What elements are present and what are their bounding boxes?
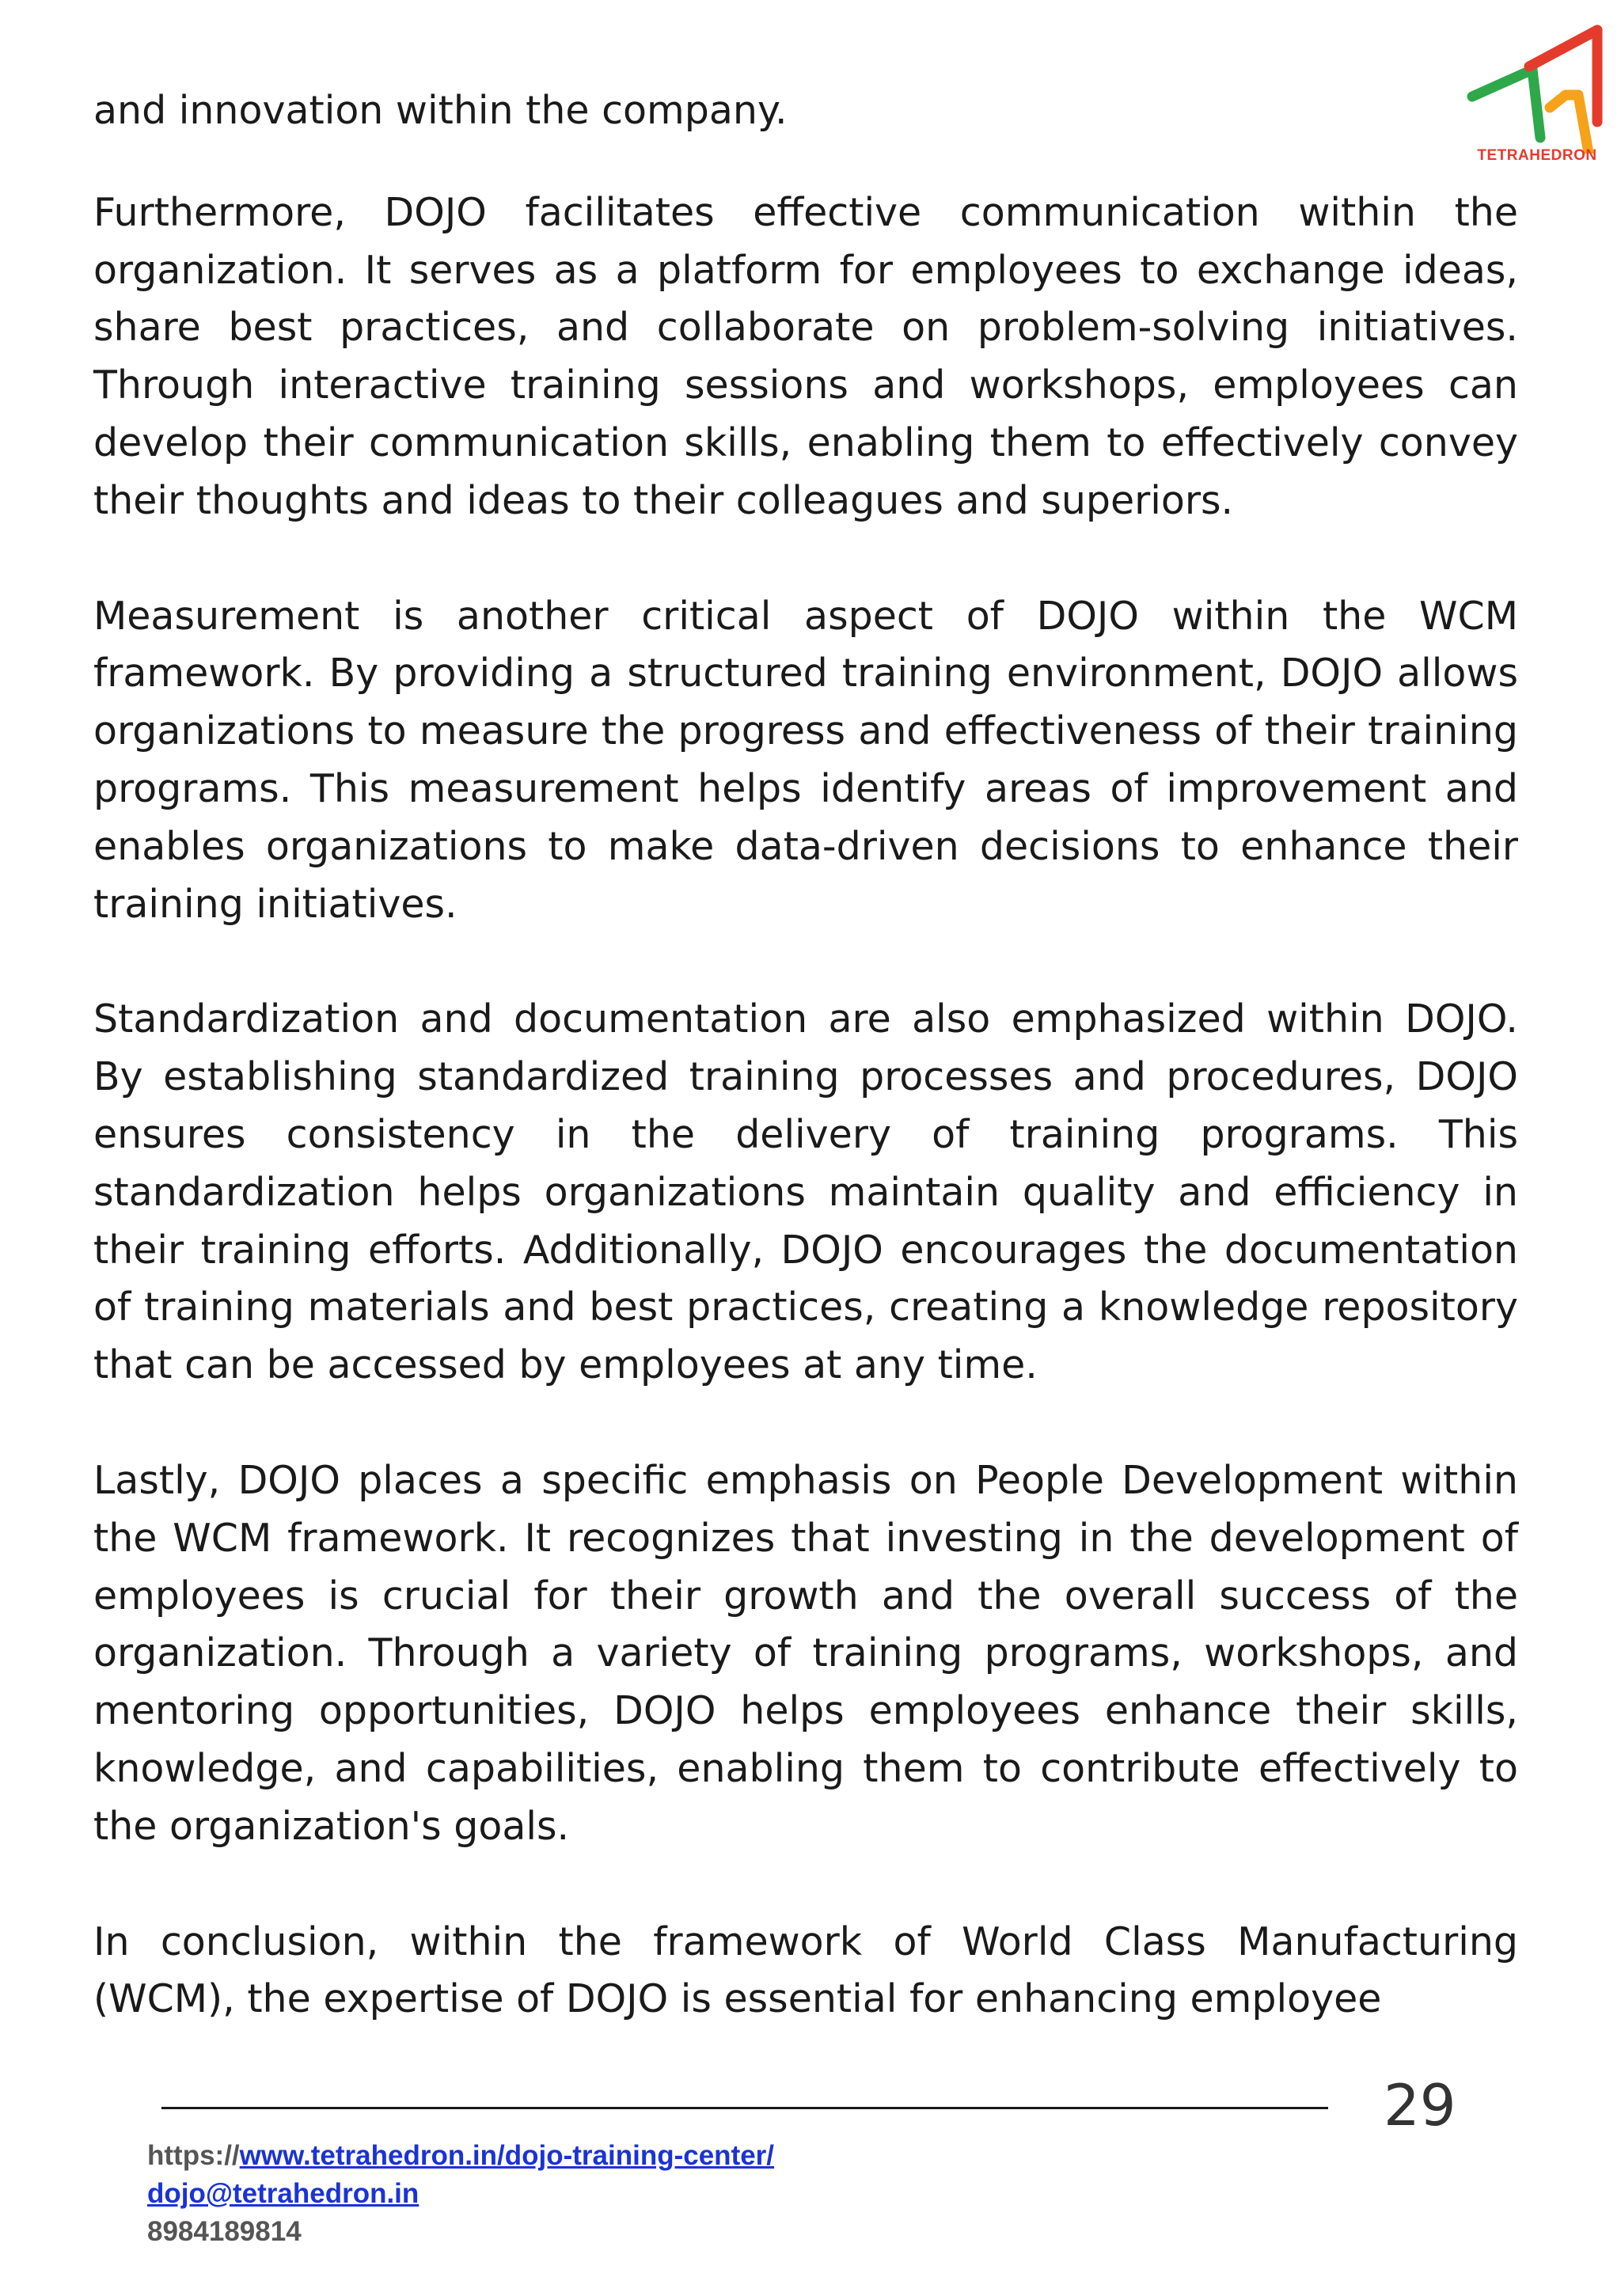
paragraph-measurement: Measurement is another critical aspect of DOJO within the WCM framework. By providing a structured training environment, DOJO allows organizations to measure the progress and effectiveness of their training programs. This measurement helps identify areas of improvement and enables organizations to make data-driven decisions to enhance their training initiatives. (93, 593, 1518, 927)
paragraph-conclusion: In conclusion, within the framework of World Class Manufacturing (WCM), the expertise of DOJO is essential for enhancing employee (93, 1918, 1518, 2022)
footer-url-line (147, 2137, 774, 2175)
footer-contact (147, 2137, 774, 2251)
logo-wordmark: TETRAHEDRON (1477, 147, 1597, 164)
paragraph-communication: Furthermore, DOJO facilitates effective communication within the organization. It serves as a platform for employees to exchange ideas, share best practices, and collaborate on problem-solving initiatives. Through interactive training sessions and workshops, employees can develop their communication skills, enabling them to effectively convey their thoughts and ideas to their colleagues and superiors. (93, 189, 1518, 523)
document-body (93, 82, 1518, 2086)
email-link[interactable]: dojo@tetrahedron.in (147, 2178, 419, 2209)
footer-divider (161, 2107, 1328, 2109)
paragraph-continuation: and innovation within the company. (93, 88, 788, 133)
paragraph-people-development: Lastly, DOJO places a specific emphasis on People Development within the WCM framework. It recognizes that investing in the development of employees is crucial for their growth and the overall success of the organization. Through a variety of training programs, workshops, and mentoring opportunities, DOJO helps employees enhance their skills, knowledge, and capabilities, enabling them to contribute effectively to the organization's goals. (93, 1457, 1518, 1849)
paragraph-standardization: Standardization and documentation are also emphasized within DOJO. By establishing standardized training processes and procedures, DOJO ensures consistency in the delivery of training programs. This standardization helps organizations maintain quality and efficiency in their training efforts. Additionally, DOJO encourages the documentation of training materials and best practices, creating a knowledge repository that can be accessed by employees at any time. (93, 996, 1518, 1388)
page-number: 29 (1384, 2072, 1456, 2139)
footer-phone: 8984189814 (147, 2216, 302, 2247)
footer-email-line (147, 2175, 774, 2213)
url-prefix: https:// (147, 2140, 240, 2171)
website-link[interactable]: www.tetrahedron.in/dojo-training-center/ (239, 2140, 775, 2171)
